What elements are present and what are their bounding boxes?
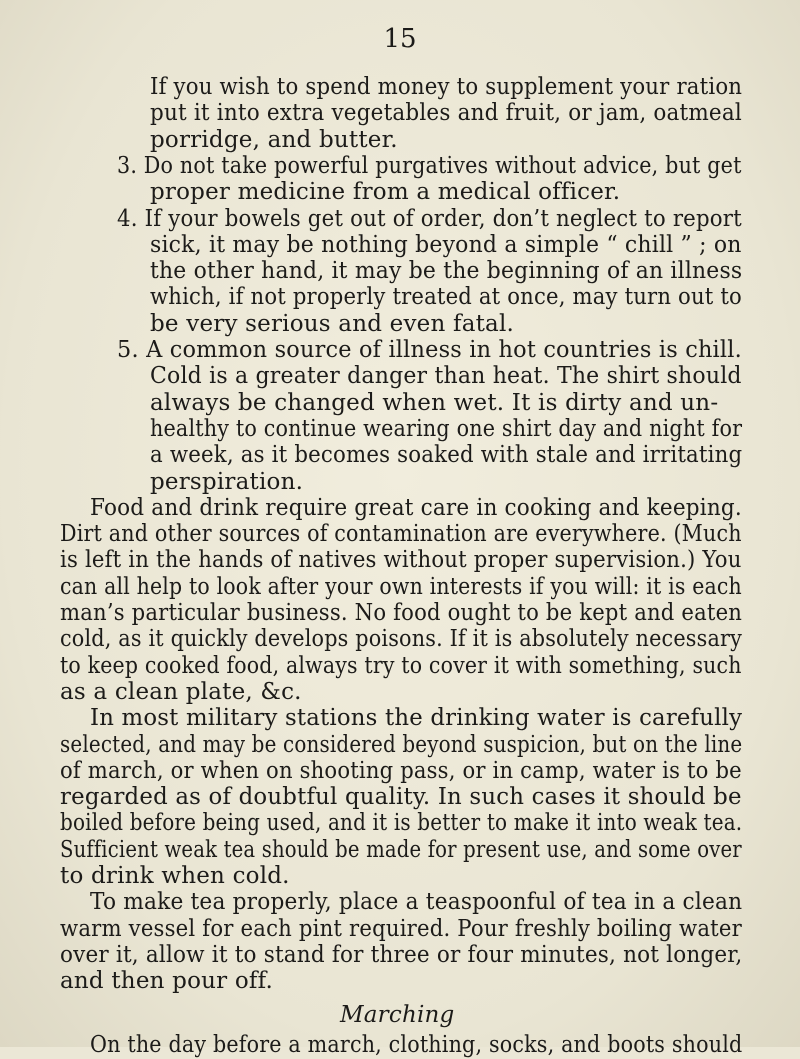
text-line: sick, it may be nothing beyond a simple “ chill ” ; on [150,231,742,258]
text-line: to drink when cold. [60,863,290,889]
text-line: over it, allow it to stand for three or four minutes, not longer, [60,941,743,968]
text-line: man’s particular business. No food ought to be kept and eaten [60,600,743,626]
text-line: of march, or when on shooting pass, or in camp, water is to be [60,757,742,784]
text-line: regarded as of doubtful quality. In such cases it should be [60,784,742,811]
text-line: 5. A common source of illness in hot countries is chill. [117,337,742,363]
text-line: healthy to continue wearing one shirt day and night for [150,415,743,442]
text-line: and then pour off. [60,968,274,995]
text-line: Cold is a greater danger than heat. The shirt should [150,363,742,390]
text-line: cold, as it quickly develops poisons. If it is absolutely necessary [60,626,743,653]
text-line: is left in the hands of natives without proper supervision.) You [60,547,742,574]
text-line: to keep cooked food, always try to cover it with something, such [60,652,742,679]
text-line: put it into extra vegetables and fruit, or jam, oatmeal [150,100,742,127]
text-line: To make tea properly, place a teaspoonful of tea in a clean [90,889,743,916]
text-line: In most military stations the drinking water is carefully [90,705,743,732]
text-line: boiled before being used, and it is better to make it into weak tea. [60,810,743,837]
text-line: Sufficient weak tea should be made for present use, and some over [60,836,742,863]
text-line: Food and drink require great care in cooking and keeping. [90,494,742,521]
text-line: proper medicine from a medical officer. [150,179,621,206]
text-line: On the day before a march, clothing, socks, and boots should [90,1031,743,1058]
text-line: a week, as it becomes soaked with stale and irritating [150,442,743,469]
text-line: Dirt and other sources of contamination are everywhere. (Much [60,521,742,548]
text-line: 4. If your bowels get out of order, don’t neglect to report [117,205,742,232]
text-line: always be changed when wet. It is dirty and un- [150,389,719,416]
text-line: perspiration. [150,468,304,495]
section-heading: Marching [340,1001,455,1028]
text-line: porridge, and butter. [150,126,398,153]
text-line: be very serious and even fatal. [150,310,515,337]
page-number: 15 [383,24,417,54]
text-line: which, if not properly treated at once, may turn out to [150,284,742,311]
text-line: selected, and may be considered beyond suspicion, but on the line [60,731,743,758]
text-line: If you wish to spend money to supplement your ration [150,74,743,100]
text-line: as a clean plate, &c. [60,678,302,705]
text-line: warm vessel for each pint required. Pour freshly boiling water [60,915,742,942]
text-line: the other hand, it may be the beginning of an illness [150,258,743,285]
text-line: can all help to look after your own interests if you will: it is each [60,573,742,600]
text-line: 3. Do not take powerful purgatives without advice, but get [117,152,742,179]
